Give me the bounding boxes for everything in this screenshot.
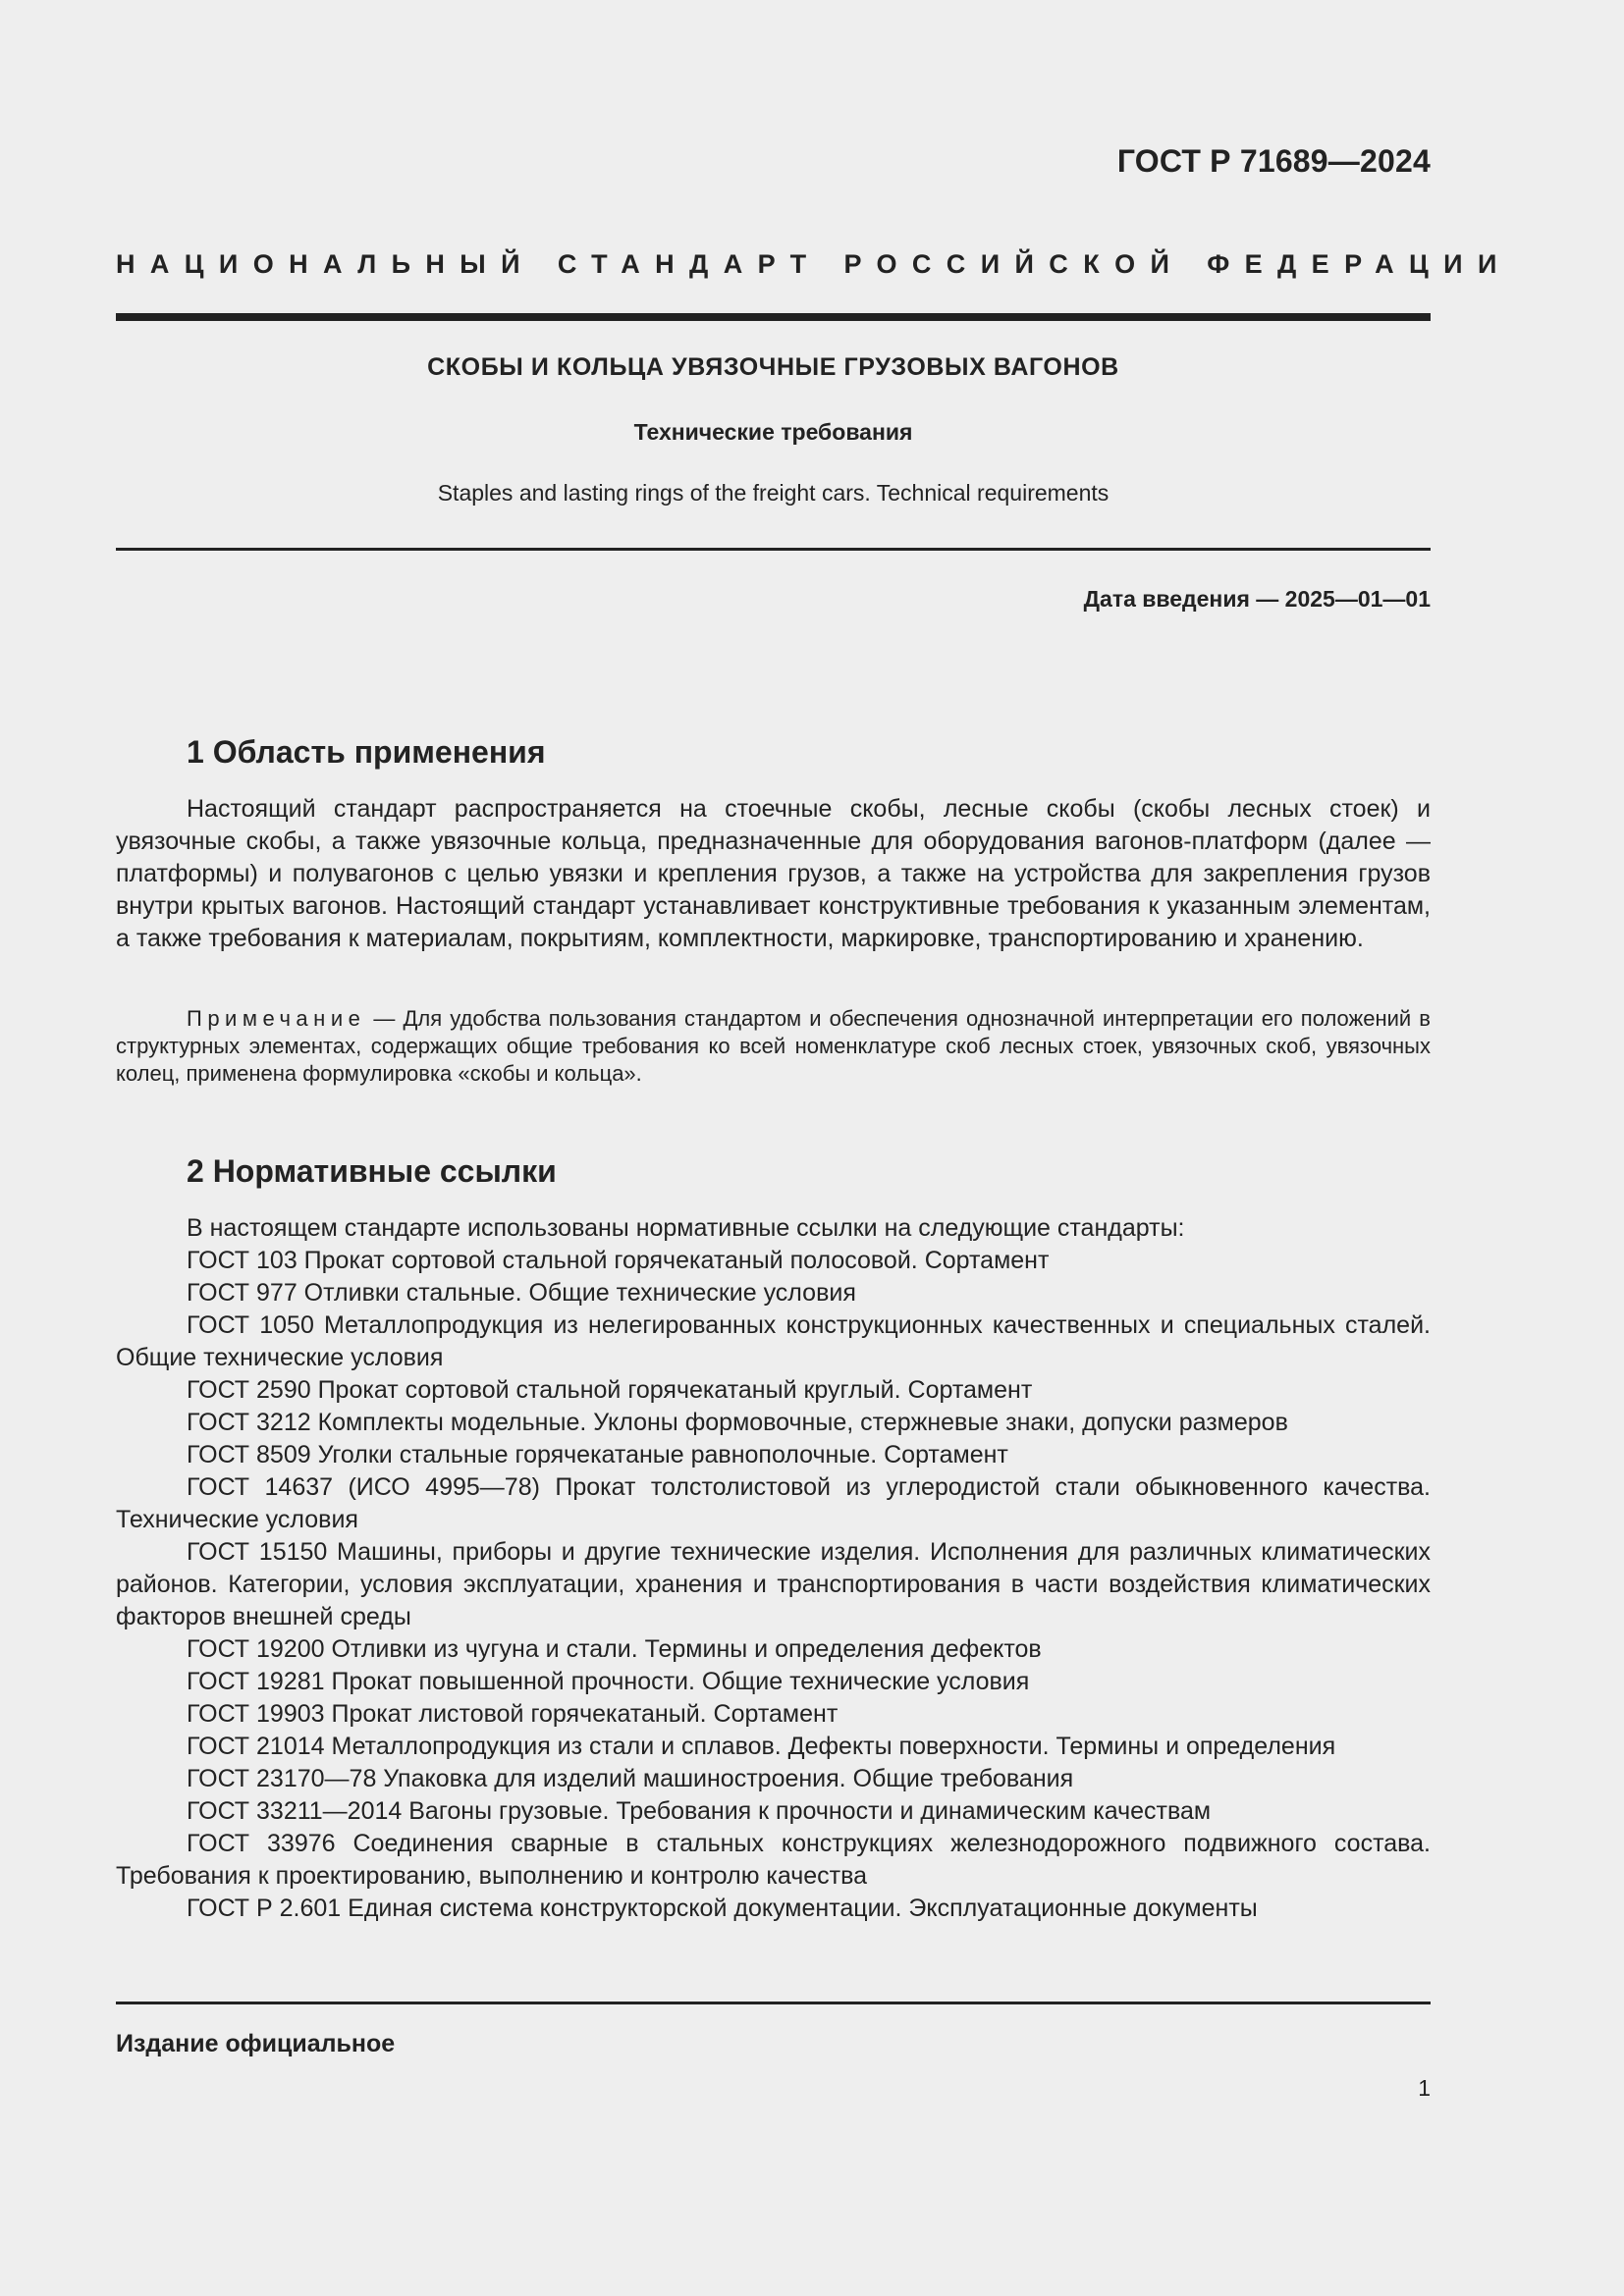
reference-item: ГОСТ 33211—2014 Вагоны грузовые. Требования к прочности и динамическим качествам [187, 1797, 1212, 1825]
footer-divider [116, 2002, 1431, 2004]
reference-item: ГОСТ 33976 Соединения сварные в стальных конструкциях железнодорожного подвижного состава. Требования к проектированию, выполнению и контролю качества [116, 1830, 1431, 1890]
header-divider [116, 313, 1431, 321]
section-2-heading: 2 Нормативные ссылки [187, 1153, 557, 1189]
national-standard-banner: НАЦИОНАЛЬНЫЙ СТАНДАРТ РОССИЙСКОЙ ФЕДЕРАЦИИ [116, 249, 1512, 279]
document-english-title: Staples and lasting rings of the freight cars. Technical requirements [437, 480, 1110, 506]
reference-item: ГОСТ 23170—78 Упаковка для изделий машиностроения. Общие требования [187, 1765, 1074, 1792]
section-1-heading: 1 Область применения [187, 734, 546, 770]
page-number: 1 [1418, 2075, 1431, 2101]
reference-item: ГОСТ Р 2.601 Единая система конструкторской документации. Эксплуатационные документы [187, 1895, 1258, 1922]
references-intro: В настоящем стандарте использованы нормативные ссылки на следующие стандарты: [187, 1214, 1185, 1242]
reference-item: ГОСТ 21014 Металлопродукция из стали и сплавов. Дефекты поверхности. Термины и определения [187, 1733, 1336, 1760]
reference-item: ГОСТ 19200 Отливки из чугуна и стали. Термины и определения дефектов [187, 1635, 1042, 1663]
official-edition-label: Издание официальное [116, 2030, 396, 2057]
reference-item: ГОСТ 103 Прокат сортовой стальной горячекатаный полосовой. Сортамент [187, 1247, 1050, 1274]
document-subtitle: Технические требования [633, 419, 913, 445]
reference-item: ГОСТ 8509 Уголки стальные горячекатаные равнополочные. Сортамент [187, 1441, 1008, 1468]
note-text: — Для удобства пользования стандартом и обеспечения однозначной интерпретации его положений в структурных элементах, содержащих общие требования ко всей номенклатуре скоб лесных стоек, увязочных скоб, увязочных колец, применена формулировка «скобы и кольца». [116, 1006, 1431, 1086]
title-divider [116, 548, 1431, 551]
document-title: СКОБЫ И КОЛЬЦА УВЯЗОЧНЫЕ ГРУЗОВЫХ ВАГОНОВ [427, 353, 1119, 381]
standard-code: ГОСТ Р 71689—2024 [1116, 143, 1431, 179]
reference-item: ГОСТ 19903 Прокат листовой горячекатаный. Сортамент [187, 1700, 839, 1728]
introduction-date: Дата введения — 2025—01—01 [1083, 586, 1431, 612]
reference-item: ГОСТ 14637 (ИСО 4995—78) Прокат толстолистовой из углеродистой стали обыкновенного качества. Технические условия [116, 1473, 1431, 1533]
section-1-paragraph: Настоящий стандарт распространяется на стоечные скобы, лесные скобы (скобы лесных стоек) и увязочные скобы, а также увязочные кольца, предназначенные для оборудования вагонов-платформ (далее — платформы) и полувагонов с целью увязки и крепления грузов, а также на устройства для закрепления грузов внутри крытых вагонов. Настоящий стандарт устанавливает конструктивные требования к указанным элементам, а также требования к материалам, покрытиям, комплектности, маркировке, транспортированию и хранению. [116, 795, 1431, 952]
reference-item: ГОСТ 1050 Металлопродукция из нелегированных конструкционных качественных и специальных сталей. Общие технические условия [116, 1311, 1431, 1371]
reference-item: ГОСТ 15150 Машины, приборы и другие технические изделия. Исполнения для различных климатических районов. Категории, условия эксплуатации, хранения и транспортирования в части воздействия климатических факторов внешней среды [116, 1538, 1431, 1630]
section-1-note [116, 1005, 1431, 1088]
reference-item: ГОСТ 977 Отливки стальные. Общие технические условия [187, 1279, 856, 1307]
reference-item: ГОСТ 2590 Прокат сортовой стальной горячекатаный круглый. Сортамент [187, 1376, 1033, 1404]
reference-item: ГОСТ 3212 Комплекты модельные. Уклоны формовочные, стержневые знаки, допуски размеров [187, 1409, 1288, 1436]
normative-references [116, 1212, 1431, 1925]
note-label: Примечание [187, 1006, 366, 1031]
reference-item: ГОСТ 19281 Прокат повышенной прочности. Общие технические условия [187, 1668, 1030, 1695]
document-page [116, 0, 1512, 2296]
